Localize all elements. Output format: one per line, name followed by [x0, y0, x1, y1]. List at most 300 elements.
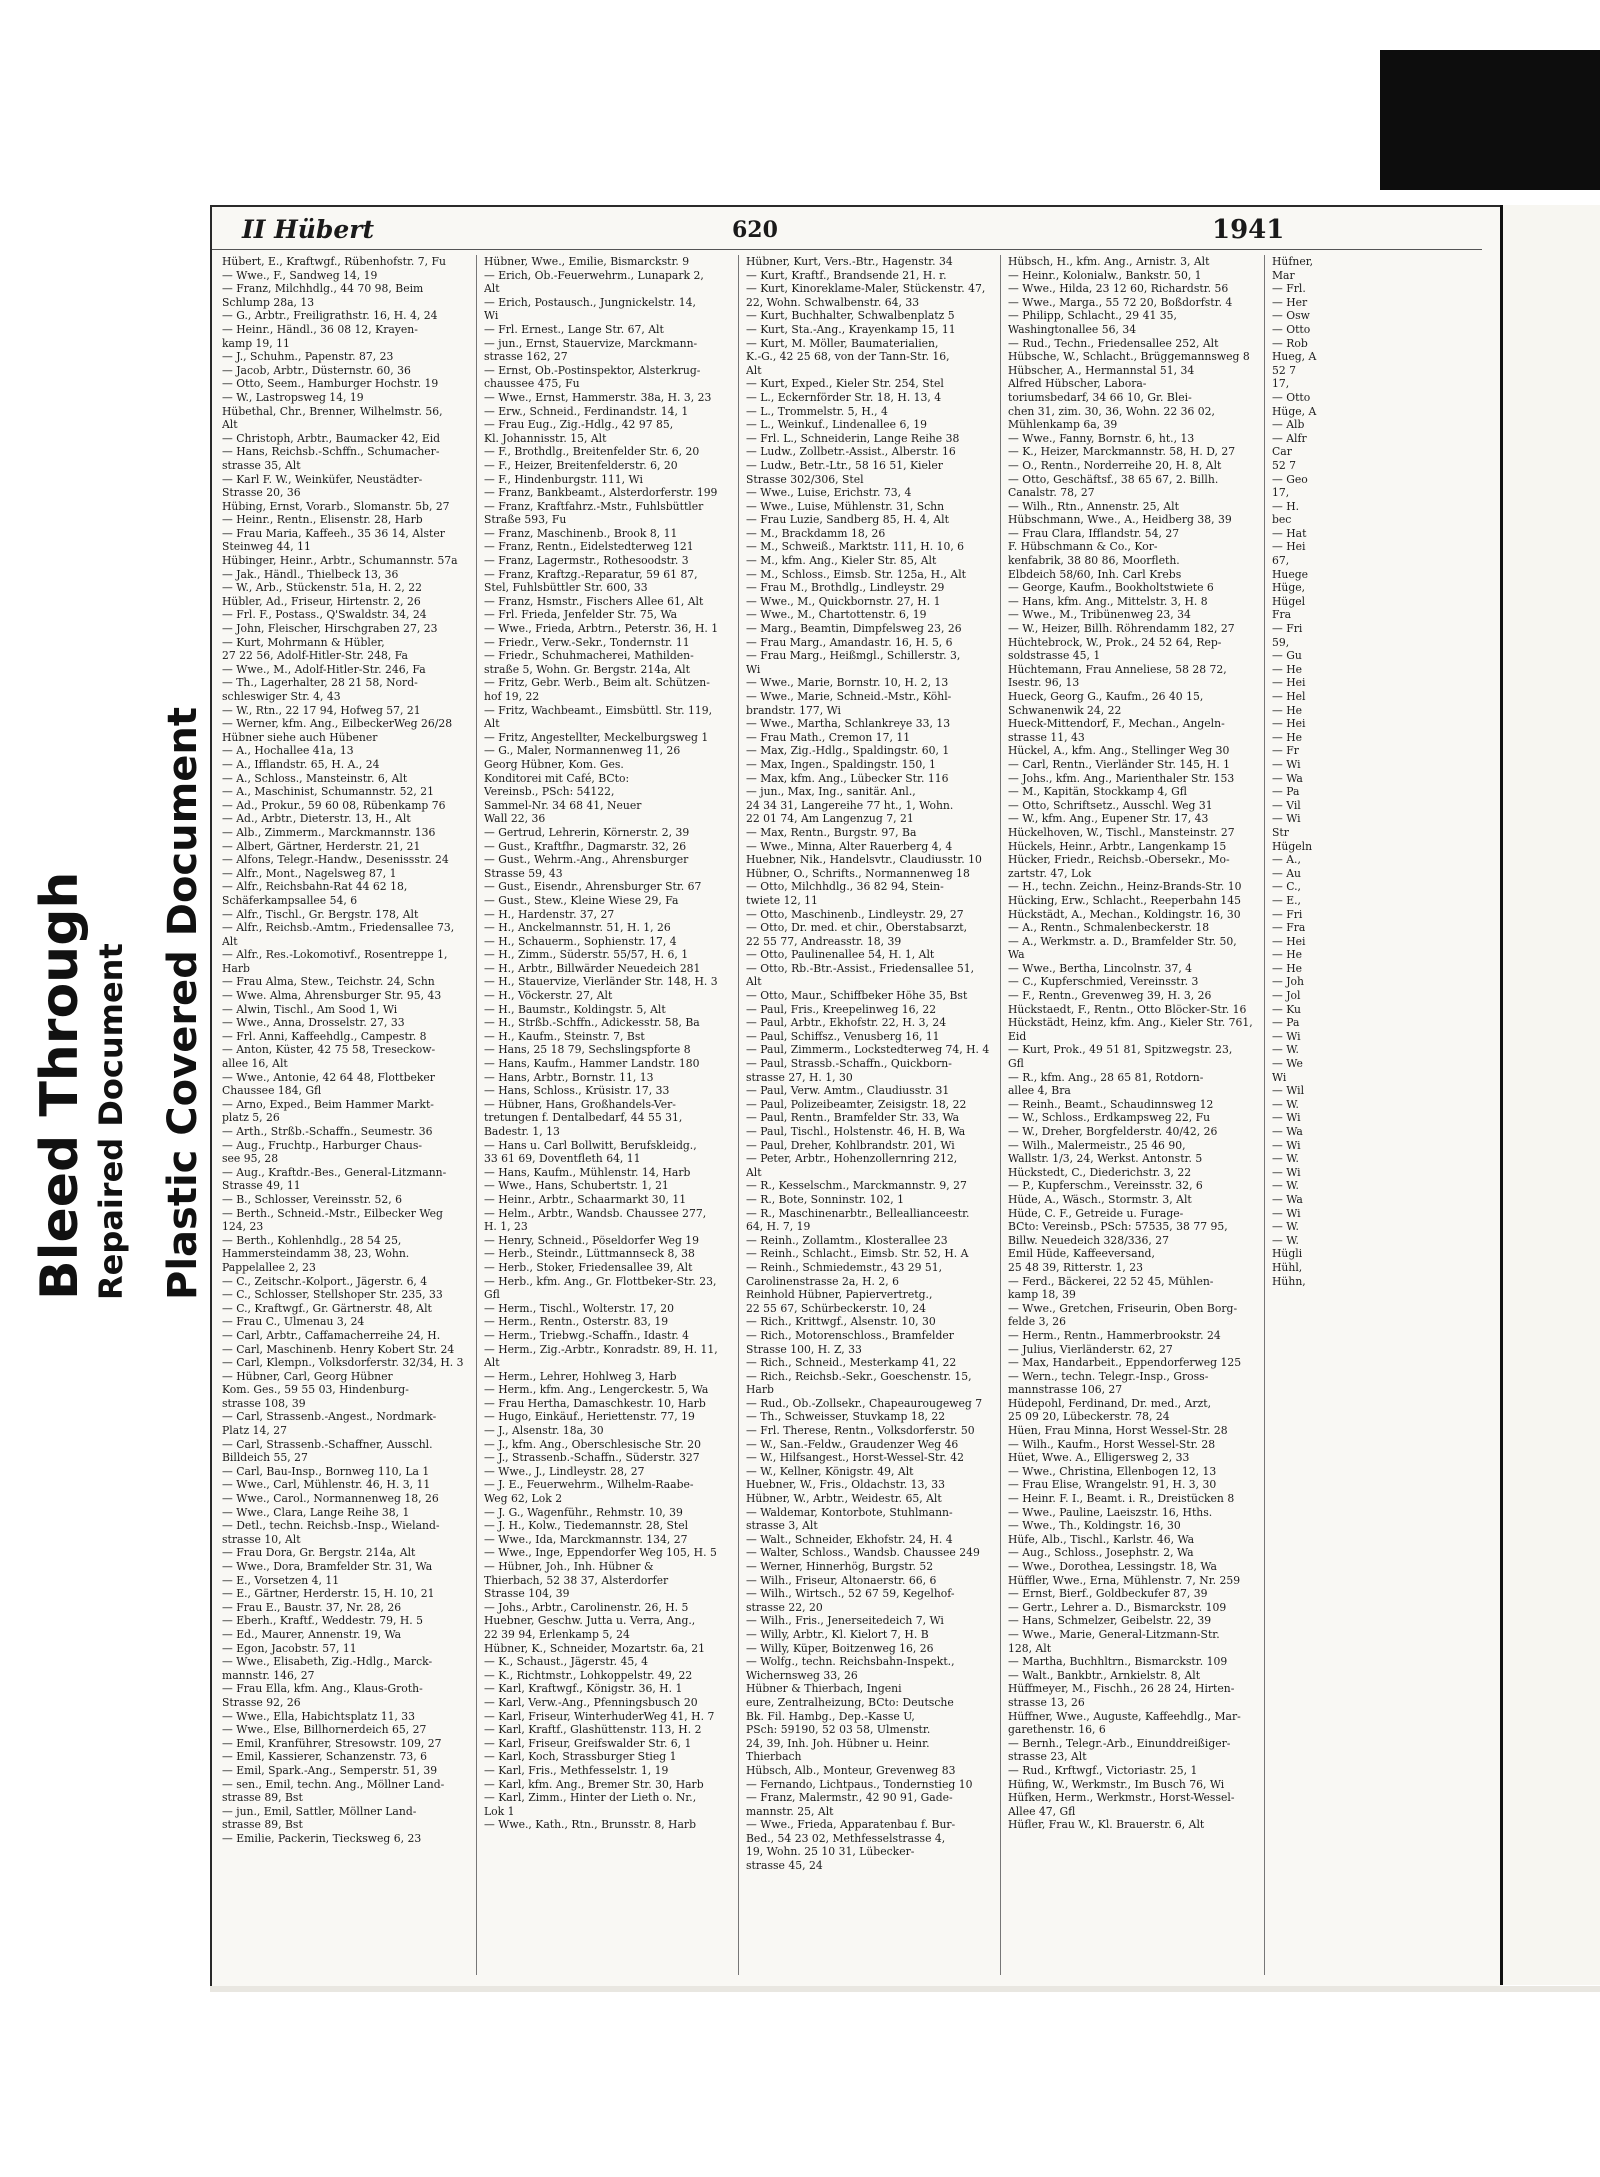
directory-entry-line: — Frau Alma, Stew., Teichstr. 24, Schn [222, 975, 435, 989]
directory-entry-line: — Wwe., Th., Koldingstr. 16, 30 [1008, 1519, 1181, 1533]
directory-entry-line: — Alfons, Telegr.-Handw., Desenissstr. 24 [222, 853, 449, 867]
directory-entry-line: — Paul, Verw. Amtm., Claudiusstr. 31 [746, 1084, 950, 1098]
directory-entry-line: — Otto, Dr. med. et chir., Oberstabsarzt, [746, 921, 968, 935]
directory-entry-line: — Bernh., Telegr.-Arb., Einunddreißiger- [1008, 1736, 1231, 1750]
directory-entry-line: Weg 62, Lok 2 [484, 1492, 563, 1506]
directory-entry-line: — R., kfm. Ang., 28 65 81, Rotdorn- [1008, 1070, 1204, 1084]
directory-entry-line: — Erw., Schneid., Ferdinandstr. 14, 1 [484, 404, 689, 418]
directory-entry-line: — Karl F. W., Weinküfer, Neustädter- [222, 472, 423, 486]
directory-entry-line: Hübner, O., Schrifts., Normannenweg 18 [746, 866, 970, 880]
directory-entry-line: — Hans, Schloss., Krüsistr. 17, 33 [484, 1084, 670, 1098]
directory-entry-line: — Hans, Schmelzer, Geibelstr. 22, 39 [1008, 1614, 1212, 1628]
directory-entry-line: — Alb., Zimmerm., Marckmannstr. 136 [222, 825, 436, 839]
directory-entry-line: Hüffner, Wwe., Auguste, Kaffeehdlg., Mar- [1008, 1709, 1241, 1723]
directory-entry-line: — Frau Maria, Kaffeeh., 35 36 14, Alster [222, 526, 445, 540]
directory-entry-line: Hueck, Georg G., Kaufm., 26 40 15, [1008, 690, 1204, 703]
directory-entry-line: Huebner, W., Fris., Oldachstr. 13, 33 [746, 1478, 946, 1492]
directory-entry-line: — Frau M., Brothdlg., Lindleystr. 29 [746, 581, 945, 595]
directory-entry-line: — Karl, Zimm., Hinter der Lieth o. Nr., [484, 1791, 697, 1805]
directory-entry-line: — P., Kupferschm., Vereinsstr. 32, 6 [1008, 1179, 1203, 1193]
directory-entry-line: — H., Anckelmannstr. 51, H. 1, 26 [484, 921, 671, 935]
directory-entry-line: — Fritz, Gebr. Werb., Beim alt. Schützen- [484, 676, 710, 690]
directory-entry-line: Bed., 54 23 02, Methfesselstrasse 4, [746, 1831, 946, 1845]
directory-entry-line: — Wi [1272, 757, 1301, 771]
directory-entry-line: — Herm., kfm. Ang., Lengerckestr. 5, Wa [484, 1383, 709, 1397]
directory-entry-line: — Wwe., M., Tribünenweg 23, 34 [1008, 608, 1191, 622]
directory-entry-line: — Otto, Milchhdlg., 36 82 94, Stein- [746, 880, 944, 894]
directory-entry-line: — Kurt, Mohrmann & Hübler, [222, 635, 385, 649]
directory-entry-line: strasse 162, 27 [484, 350, 568, 364]
directory-entry-line: Hückel, A., kfm. Ang., Stellinger Weg 30 [1008, 744, 1230, 758]
directory-entry-line: — W., Schloss., Erdkampsweg 22, Fu [1008, 1111, 1211, 1125]
directory-entry-line: 17, [1272, 377, 1290, 391]
directory-entry-line: — Reinh., Schmiedemstr., 43 29 51, [746, 1260, 943, 1274]
directory-entry-line: — Wwe., J., Lindleystr. 28, 27 [484, 1464, 645, 1478]
directory-entry-line: — Frau Hertha, Damaschkestr. 10, Harb [484, 1396, 706, 1410]
directory-entry-line: — Marg., Beamtin, Dimpfelsweg 23, 26 [746, 622, 962, 636]
directory-entry-line: — Herb., Stoker, Friedensallee 39, Alt [484, 1260, 693, 1274]
columns [222, 255, 1492, 1975]
directory-entry-line: Hüge, A [1272, 404, 1317, 418]
directory-entry-line: mannstr. 146, 27 [222, 1668, 315, 1682]
column-1 [222, 255, 470, 1975]
directory-entry-line: strasse 23, Alt [1008, 1750, 1087, 1764]
directory-entry-line: — Heinr., Rentn., Elisenstr. 28, Harb [222, 513, 423, 527]
directory-entry-line: Alt [746, 1165, 762, 1179]
directory-entry-line: Strasse 302/306, Stel [746, 472, 864, 486]
directory-entry-line: — J. G., Wagenführ., Rehmstr. 10, 39 [484, 1505, 683, 1519]
directory-entry-line: tretungen f. Dentalbedarf, 44 55 31, [484, 1111, 683, 1125]
directory-entry-line: kenfabrik, 38 80 86, Moorfleth. [1008, 554, 1180, 568]
directory-entry-line: — Kurt, Sta.-Ang., Krayenkamp 15, 11 [746, 322, 956, 336]
directory-entry-line: allee 16, Alt [222, 1057, 288, 1071]
directory-entry-line: Hueck-Mittendorf, F., Mechan., Angeln- [1008, 717, 1225, 731]
directory-entry-line: — H., Baumstr., Koldingstr. 5, Alt [484, 1002, 666, 1016]
directory-entry-line: — Ernst, Bierf., Goldbeckufer 87, 39 [1008, 1587, 1208, 1601]
directory-entry-line: — Karl, kfm. Ang., Bremer Str. 30, Harb [484, 1777, 704, 1791]
directory-entry-line: — E., Gärtner, Herderstr. 15, H. 10, 21 [222, 1587, 435, 1601]
directory-entry-line: Canalstr. 78, 27 [1008, 486, 1095, 500]
directory-entry-line: Hüffler, Wwe., Erna, Mühlenstr. 7, Nr. 259 [1008, 1573, 1241, 1587]
directory-entry-line: — J., Strassenb.-Schaffn., Süderstr. 327 [484, 1451, 700, 1465]
directory-entry-line: — Otto, Maschinenb., Lindleystr. 29, 27 [746, 907, 964, 921]
directory-entry-line: — Paul, Polizeibeamter, Zeisigstr. 18, 22 [746, 1097, 967, 1111]
directory-entry-line: — Paul, Zimmerm., Lockstedterweg 74, H. 4 [746, 1043, 990, 1057]
directory-entry-line: — Rich., Reichsb.-Sekr., Goeschenstr. 15, [746, 1369, 972, 1383]
directory-entry-line: — Wwe., Bertha, Lincolnstr. 37, 4 [1008, 961, 1193, 975]
column-divider [1264, 255, 1265, 1975]
directory-entry-line: — Karl, Kraftwgf., Königstr. 36, H. 1 [484, 1682, 683, 1696]
directory-entry-line: — He [1272, 961, 1303, 975]
directory-entry-line: — jun., Max, Ing., sanitär. Anl., [746, 785, 916, 799]
directory-entry-line: — Detl., techn. Reichsb.-Insp., Wieland- [222, 1519, 440, 1533]
directory-entry-line: chaussee 475, Fu [484, 377, 580, 391]
directory-entry-line: — Otto, Geschäftsf., 38 65 67, 2. Billh. [1008, 472, 1219, 486]
scan-condition-labels [30, 300, 206, 1300]
directory-entry-line: — Kurt, M. Möller, Baumaterialien, [746, 336, 939, 350]
directory-entry-line: — Gu [1272, 649, 1302, 663]
directory-entry-line: — M., Kapitän, Stockkamp 4, Gfl [1008, 785, 1187, 799]
directory-entry-line: — Christoph, Arbtr., Baumacker 42, Eid [222, 431, 441, 445]
directory-entry-line: Hückels, Heinr., Arbtr., Langenkamp 15 [1008, 839, 1227, 853]
directory-entry-line: — Waldemar, Kontorbote, Stuhlmann- [746, 1505, 953, 1519]
directory-entry-line: — Hübner, Joh., Inh. Hübner & [484, 1560, 654, 1573]
column-2 [484, 255, 732, 1975]
directory-entry-line: 22, Wohn. Schwalbenstr. 64, 33 [746, 295, 920, 309]
directory-entry-line: 27 22 56, Adolf-Hitler-Str. 248, Fa [222, 649, 408, 663]
directory-entry-line: — Wwe., Marie, Bornstr. 10, H. 2, 13 [746, 676, 949, 690]
directory-entry-line: — L., Trommelstr. 5, H., 4 [746, 404, 888, 418]
directory-entry-line: — He [1272, 662, 1303, 676]
directory-entry-line: Lok 1 [484, 1804, 515, 1818]
directory-entry-line: — R., Maschinenarbtr., Belleallianceestr. [746, 1206, 970, 1220]
directory-entry-line: felde 3, 26 [1008, 1315, 1067, 1329]
directory-entry-line: — Paul, Rentn., Bramfelder Str. 33, Wa [746, 1111, 960, 1125]
directory-entry-line: see 95, 28 [222, 1152, 279, 1166]
directory-entry-line: Wichernsweg 33, 26 [746, 1668, 858, 1682]
directory-entry-line: — Ferd., Bäckerei, 22 52 45, Mühlen- [1008, 1274, 1214, 1288]
directory-entry-line: — Wwe., Fanny, Bornstr. 6, ht., 13 [1008, 431, 1195, 445]
directory-entry-line: Georg Hübner, Kom. Ges. [484, 757, 624, 771]
directory-entry-line: — Anton, Küster, 42 75 58, Treseckow- [222, 1043, 436, 1057]
directory-entry-line: Eid [1008, 1029, 1027, 1043]
directory-entry-line: — Paul, Fris., Kreepelinweg 16, 22 [746, 1002, 937, 1016]
directory-entry-line: Huebner, Nik., Handelsvtr., Claudiusstr. 10 [746, 853, 982, 867]
directory-entry-line: Hüfken, Herm., Werkmstr., Horst-Wessel- [1008, 1791, 1235, 1805]
directory-entry-line: — M., kfm. Ang., Kieler Str. 85, Alt [746, 554, 937, 568]
directory-entry-line: — Paul, Arbtr., Ekhofstr. 22, H. 3, 24 [746, 1016, 947, 1030]
directory-entry-line: — Osw [1272, 309, 1310, 323]
directory-entry-line: — W. [1272, 1152, 1299, 1166]
directory-entry-line: — Carl, Rentn., Vierländer Str. 145, H. 1 [1008, 757, 1231, 771]
directory-entry-line: — E., [1272, 893, 1301, 907]
directory-entry-line: — W. [1272, 1220, 1299, 1234]
directory-entry-line: — Th., Schweisser, Stuvkamp 18, 22 [746, 1410, 946, 1424]
directory-entry-line: Hübert, E., Kraftwgf., Rübenhofstr. 7, Fu [222, 255, 446, 268]
directory-entry-line: — Hübner, Carl, Georg Hübner [222, 1369, 393, 1383]
directory-entry-line: — Joh [1272, 975, 1305, 989]
directory-entry-line: — H., Kaufm., Steinstr. 7, Bst [484, 1029, 645, 1043]
page-year: 1941 [1212, 215, 1285, 245]
directory-entry-line: — A., Schloss., Mansteinstr. 6, Alt [222, 771, 408, 785]
directory-entry-line: Gfl [1008, 1057, 1024, 1071]
directory-entry-line: — Hans, Reichsb.-Schffn., Schumacher- [222, 445, 440, 459]
directory-entry-line: — Wwe., Carl, Mühlenstr. 46, H. 3, 11 [222, 1478, 431, 1492]
directory-entry-line: — Ku [1272, 1002, 1302, 1016]
directory-entry-line: — Heinr., Händl., 36 08 12, Krayen- [222, 322, 418, 336]
directory-entry-line: — jun., Emil, Sattler, Möllner Land- [222, 1804, 417, 1818]
directory-entry-line: Hüen, Frau Minna, Horst Wessel-Str. 28 [1008, 1424, 1228, 1438]
directory-entry-line: — Hat [1272, 526, 1307, 540]
directory-entry-line: — Carl, Arbtr., Caffamacherreihe 24, H. [222, 1328, 441, 1342]
directory-entry-line: — Max, Handarbeit., Eppendorferweg 125 [1008, 1356, 1242, 1370]
directory-entry-line: — Paul, Tischl., Holstenstr. 46, H. B, Wa [746, 1125, 966, 1138]
directory-entry-line: — Vil [1272, 798, 1301, 812]
directory-entry-line: strasse 45, 24 [746, 1859, 823, 1873]
directory-entry-line: — Heinr., Arbtr., Schaarmarkt 30, 11 [484, 1192, 687, 1206]
directory-entry-line: Elbdeich 58/60, Inh. Carl Krebs [1008, 567, 1182, 581]
directory-entry-line: — Frl. Ernest., Lange Str. 67, Alt [484, 322, 664, 336]
directory-entry-line: Sammel-Nr. 34 68 41, Neuer [484, 798, 642, 812]
directory-entry-line: Straße 593, Fu [484, 513, 567, 527]
directory-entry-line: — Wwe., Carol., Normannenweg 18, 26 [222, 1492, 439, 1506]
directory-entry-line: — Frl. Therese, Rentn., Volksdorferstr. 50 [746, 1424, 975, 1438]
directory-entry-line: zartstr. 47, Lok [1008, 866, 1092, 880]
directory-entry-line: — K., Schaust., Jägerstr. 45, 4 [484, 1655, 648, 1669]
directory-entry-line: 17, [1272, 486, 1290, 500]
directory-entry-line: — Gertrud, Lehrerin, Körnerstr. 2, 39 [484, 825, 690, 839]
directory-entry-line: — H. [1272, 499, 1300, 513]
directory-entry-line: — Friedr., Verw.-Sekr., Tondernstr. 11 [484, 635, 690, 649]
directory-entry-line: — Max, kfm. Ang., Lübecker Str. 116 [746, 771, 949, 785]
directory-entry-line: — J. E., Feuerwehrm., Wilhelm-Raabe- [484, 1478, 694, 1492]
directory-entry-line: — Carl, Klempn., Volksdorferstr. 32/34, H. 3 [222, 1356, 464, 1370]
directory-entry-line: — Hans u. Carl Bollwitt, Berufskleidg., [484, 1138, 697, 1152]
directory-entry-line: — Karl, Fris., Methfesselstr. 1, 19 [484, 1763, 669, 1777]
directory-entry-line: — Fritz, Angestellter, Meckelburgsweg 1 [484, 730, 709, 744]
directory-entry-line: — Wilh., Fris., Jenerseitedeich 7, Wi [746, 1614, 944, 1628]
directory-entry-line: Mühlenkamp 6a, 39 [1008, 418, 1118, 432]
directory-entry-line: — K., Richtmstr., Lohkoppelstr. 49, 22 [484, 1668, 693, 1682]
directory-entry-line: — Wwe., Martha, Schlankreye 33, 13 [746, 717, 951, 731]
directory-entry-line: Alt [484, 282, 500, 296]
directory-entry-line: K.-G., 42 25 68, von der Tann-Str. 16, [746, 350, 950, 364]
directory-entry-line: — B., Schlosser, Vereinsstr. 52, 6 [222, 1192, 403, 1206]
directory-entry-line: Wa [1008, 948, 1025, 962]
directory-entry-line: — Arth., Strßb.-Schaffn., Seumestr. 36 [222, 1125, 433, 1138]
directory-entry-line: Huebner, Geschw. Jutta u. Verra, Ang., [484, 1614, 696, 1628]
directory-entry-line: — Henry, Schneid., Pöseldorfer Weg 19 [484, 1233, 700, 1247]
directory-entry-line: — A., Ifflandstr. 65, H. A., 24 [222, 757, 380, 771]
directory-entry-line: — Johs., kfm. Ang., Marienthaler Str. 153 [1008, 771, 1235, 785]
directory-entry-line: — Wwe., Minna, Alter Rauerberg 4, 4 [746, 839, 953, 853]
directory-entry-line: — Gust., Wehrm.-Ang., Ahrensburger [484, 853, 689, 867]
directory-entry-line: — Aug., Schloss., Josephstr. 2, Wa [1008, 1546, 1194, 1560]
directory-entry-line: — Franz, Lagermstr., Rothesoodstr. 3 [484, 554, 689, 568]
directory-entry-line: — Hans, 25 18 79, Sechslingspforte 8 [484, 1043, 691, 1057]
directory-entry-line: Steinweg 44, 11 [222, 540, 311, 554]
directory-entry-line: Hügli [1272, 1247, 1303, 1261]
directory-entry-line: Billdeich 55, 27 [222, 1451, 308, 1465]
directory-entry-line: — Alwin, Tischl., Am Sood 1, Wi [222, 1002, 398, 1016]
directory-entry-line: — Fernando, Lichtpaus., Tondernstieg 10 [746, 1777, 973, 1791]
directory-entry-line: — Hei [1272, 717, 1306, 731]
directory-entry-line: toriumsbedarf, 34 66 10, Gr. Blei- [1008, 390, 1192, 404]
directory-entry-line: — W., Heizer, Billh. Röhrendamm 182, 27 [1008, 622, 1235, 636]
directory-entry-line: — Hugo, Einkäuf., Heriettenstr. 77, 19 [484, 1410, 695, 1424]
directory-entry-line: mannstrasse 106, 27 [1008, 1383, 1123, 1397]
page-header [212, 207, 1482, 247]
directory-entry-line: — Frau Eug., Zig.-Hdlg., 42 97 85, [484, 418, 674, 432]
directory-entry-line: soldstrasse 45, 1 [1008, 649, 1101, 663]
directory-entry-line: Kl. Johannisstr. 15, Alt [484, 431, 607, 445]
directory-entry-line: — Frau Marg., Heißmgl., Schillerstr. 3, [746, 649, 961, 663]
directory-entry-line: — Berth., Schneid.-Mstr., Eilbecker Weg [222, 1206, 443, 1220]
directory-entry-line: — Wwe., Christina, Ellenbogen 12, 13 [1008, 1464, 1217, 1478]
directory-entry-line: Hüchtemann, Frau Anneliese, 58 28 72, [1008, 662, 1227, 676]
directory-entry-line: — L., Eckernförder Str. 18, H. 13, 4 [746, 390, 942, 404]
directory-entry-line: — Hans, kfm. Ang., Mittelstr. 3, H. 8 [1008, 594, 1208, 608]
directory-entry-line: Hammersteindamm 38, 23, Wohn. [222, 1247, 410, 1261]
directory-entry-line: — Erich, Ob.-Feuerwehrm., Lunapark 2, [484, 268, 704, 282]
directory-entry-line: — W., Lastropsweg 14, 19 [222, 390, 364, 404]
directory-entry-line: — Au [1272, 866, 1301, 880]
directory-entry-line: 19, Wohn. 25 10 31, Lübecker- [746, 1845, 915, 1859]
directory-entry-line: — Wwe., Elisabeth, Zig.-Hdlg., Marck- [222, 1655, 433, 1669]
directory-entry-line: — Werner, kfm. Ang., EilbeckerWeg 26/28 [222, 717, 453, 731]
directory-entry-line: — Wwe., Else, Billhornerdeich 65, 27 [222, 1723, 427, 1737]
directory-entry-line: schleswiger Str. 4, 43 [222, 690, 341, 703]
directory-entry-line: — Otto, Seem., Hamburger Hochstr. 19 [222, 377, 439, 391]
directory-entry-line: strasse 13, 26 [1008, 1695, 1085, 1709]
directory-entry-line: — Werner, Hinnerhög, Burgstr. 52 [746, 1560, 934, 1573]
directory-entry-line: — W., Rtn., 22 17 94, Hofweg 57, 21 [222, 703, 421, 717]
directory-entry-line: — Geo [1272, 472, 1308, 486]
directory-entry-line: Hübscher, A., Hermannstal 51, 34 [1008, 363, 1195, 377]
directory-entry-line: — Rich., Krittwgf., Alsenstr. 10, 30 [746, 1315, 936, 1329]
directory-entry-line: — Fri [1272, 622, 1303, 636]
directory-entry-line: 22 01 74, Am Langenzug 7, 21 [746, 812, 914, 826]
directory-entry-line: Konditorei mit Café, BCto: [484, 771, 630, 785]
directory-entry-line: F. Hübschmann & Co., Kor- [1008, 540, 1158, 554]
directory-entry-line: — Paul, Dreher, Kohlbrandstr. 201, Wi [746, 1138, 955, 1152]
directory-entry-line: Hüfe, Alb., Tischl., Karlstr. 46, Wa [1008, 1532, 1195, 1546]
column-5-cropped [1272, 255, 1492, 1975]
directory-entry-line: — He [1272, 730, 1303, 744]
directory-entry-line: — R., Kesselschm., Marckmannstr. 9, 27 [746, 1179, 967, 1193]
directory-entry-line: — F., Heizer, Breitenfelderstr. 6, 20 [484, 458, 678, 472]
directory-entry-line: strasse 10, Alt [222, 1532, 301, 1546]
directory-entry-line: Hübschmann, Wwe., A., Heidberg 38, 39 [1008, 513, 1232, 527]
directory-entry-line: — Frau Math., Cremon 17, 11 [746, 730, 911, 744]
directory-entry-line: — W. [1272, 1043, 1299, 1057]
directory-entry-line: — Hans, Kaufm., Mühlenstr. 14, Harb [484, 1165, 691, 1179]
directory-entry-line: — Herm., Zig.-Arbtr., Konradstr. 89, H. 11, [484, 1342, 718, 1356]
directory-entry-line: — A., [1272, 853, 1301, 867]
directory-entry-line: — Erich, Postausch., Jungnickelstr. 14, [484, 295, 696, 309]
directory-entry-line: — Wwe., Luise, Erichstr. 73, 4 [746, 486, 912, 500]
directory-entry-line: eure, Zentralheizung, BCto: Deutsche [746, 1695, 954, 1709]
directory-entry-line: Fra [1272, 608, 1292, 622]
directory-entry-line: — Karl, Verw.-Ang., Pfenningsbusch 20 [484, 1695, 698, 1709]
directory-entry-line: — He [1272, 948, 1303, 962]
directory-entry-line: Vereinsb., PSch: 54122, [484, 785, 615, 799]
directory-entry-line: Hübler, Ad., Friseur, Hirtenstr. 2, 26 [222, 594, 421, 608]
directory-entry-line: Hückstaedt, F., Rentn., Otto Blöcker-Str. 16 [1008, 1002, 1247, 1016]
directory-entry-line: — G., Maler, Normannenweg 11, 26 [484, 744, 681, 758]
directory-entry-line: — Jacob, Arbtr., Düsternstr. 60, 36 [222, 363, 411, 377]
directory-entry-line: — Wwe., Pauline, Laeiszstr. 16, Hths. [1008, 1505, 1213, 1519]
directory-entry-line: — A., Werkmstr. a. D., Bramfelder Str. 50, [1008, 934, 1237, 948]
directory-entry-line: Hücker, Friedr., Reichsb.-Obersekr., Mo- [1008, 853, 1230, 867]
directory-entry-line: — C., Schlosser, Stellshoper Str. 235, 33 [222, 1288, 443, 1302]
directory-entry-line: — M., Schweiß., Marktstr. 111, H. 10, 6 [746, 540, 965, 554]
directory-entry-line: — Gust., Kraftfhr., Dagmarstr. 32, 26 [484, 839, 687, 853]
directory-entry-line: Strasse 92, 26 [222, 1695, 301, 1709]
directory-entry-line: Harb [222, 961, 250, 975]
directory-entry-line: Strasse 100, H. Z, 33 [746, 1342, 862, 1356]
directory-entry-line: — Wa [1272, 1125, 1303, 1138]
directory-entry-line: — Karl, Friseur, Greifswalder Str. 6, 1 [484, 1736, 692, 1750]
directory-entry-line: strasse 22, 20 [746, 1600, 823, 1614]
directory-entry-line: — Max, Ingen., Spaldingstr. 150, 1 [746, 757, 936, 771]
directory-entry-line: — Rud., Krftwgf., Victoriastr. 25, 1 [1008, 1763, 1198, 1777]
directory-entry-line: — Wwe., Hilda, 23 12 60, Richardstr. 56 [1008, 282, 1229, 296]
directory-entry-line: — Herm., Tischl., Wolterstr. 17, 20 [484, 1301, 674, 1315]
directory-entry-line: — Wilh., Wirtsch., 52 67 59, Kegelhof- [746, 1587, 955, 1601]
directory-entry-line: — Ludw., Zollbetr.-Assist., Alberstr. 16 [746, 445, 956, 459]
directory-entry-line: — Franz, Kraftzg.-Reparatur, 59 61 87, [484, 567, 698, 581]
directory-entry-line: Schlump 28a, 13 [222, 295, 315, 309]
directory-entry-line: — H., Vöckerstr. 27, Alt [484, 989, 613, 1003]
directory-entry-line: — Hans, Kaufm., Hammer Landstr. 180 [484, 1057, 700, 1071]
directory-entry-line: — Kurt, Prok., 49 51 81, Spitzwegstr. 23, [1008, 1043, 1233, 1057]
directory-entry-line: — Franz, Malermstr., 42 90 91, Gade- [746, 1791, 953, 1805]
directory-entry-line: — H., Strßb.-Schffn., Adickesstr. 58, Ba [484, 1016, 700, 1030]
directory-entry-line: Hüfing, W., Werkmstr., Im Busch 76, Wi [1008, 1777, 1225, 1791]
directory-entry-line: — Alfr., Reichsb.-Amtm., Friedensallee 73, [222, 921, 455, 935]
directory-entry-line: — Alfr., Mont., Nagelsweg 87, 1 [222, 866, 397, 880]
directory-entry-line: — Herb., Steindr., Lüttmannseck 8, 38 [484, 1247, 695, 1261]
directory-entry-line: — Wern., techn. Telegr.-Insp., Gross- [1008, 1369, 1209, 1383]
directory-entry-line: — Otto, Maur., Schiffbeker Höhe 35, Bst [746, 989, 968, 1003]
directory-entry-line: — Rud., Techn., Friedensallee 252, Alt [1008, 336, 1219, 350]
directory-entry-line: Platz 14, 27 [222, 1424, 287, 1438]
directory-entry-line: — Wi [1272, 1029, 1301, 1043]
directory-entry-line: — George, Kaufm., Bookholtstwiete 6 [1008, 581, 1214, 595]
directory-entry-line: — Wi [1272, 1165, 1301, 1179]
directory-entry-line: — W. [1272, 1097, 1299, 1111]
directory-entry-line: — Aug., Kraftdr.-Bes., General-Litzmann- [222, 1165, 447, 1179]
directory-entry-line: — Franz, Rentn., Eidelstedterweg 121 [484, 540, 694, 554]
directory-entry-line: — Her [1272, 295, 1308, 309]
directory-entry-line: — Hübner, Hans, Großhandels-Ver- [484, 1097, 676, 1111]
directory-entry-line: — Alfr., Reichsbahn-Rat 44 62 18, [222, 880, 408, 894]
directory-entry-line: — Wwe., Dora, Bramfelder Str. 31, Wa [222, 1560, 433, 1573]
directory-entry-line: Str [1272, 825, 1289, 839]
directory-entry-line: Alt [746, 975, 762, 989]
directory-entry-line: Alt [484, 717, 500, 731]
directory-entry-line: — M., Schloss., Eimsb. Str. 125a, H., Alt [746, 567, 966, 581]
directory-entry-line: — Wilh., Kaufm., Horst Wessel-Str. 28 [1008, 1437, 1216, 1451]
directory-entry-line: — Frau Elise, Wrangelstr. 91, H. 3, 30 [1008, 1478, 1217, 1492]
directory-entry-line: — Emil, Kassierer, Schanzenstr. 73, 6 [222, 1750, 427, 1764]
directory-entry-line: — J., Alsenstr. 18a, 30 [484, 1424, 604, 1438]
directory-entry-line: brandstr. 177, Wi [746, 703, 841, 717]
directory-entry-line: Alt [484, 1356, 500, 1370]
directory-entry-line: kamp 18, 39 [1008, 1288, 1076, 1302]
directory-entry-line: — Frau Ella, kfm. Ang., Klaus-Groth- [222, 1682, 423, 1696]
directory-entry-line: Badestr. 1, 13 [484, 1125, 560, 1138]
scan-corner-shadow [1380, 50, 1600, 190]
page-number: 620 [732, 217, 778, 243]
directory-entry-line: — Frau C., Ulmenau 3, 24 [222, 1315, 365, 1329]
directory-entry-line: Alt [222, 418, 238, 432]
column-3 [746, 255, 994, 1975]
directory-entry-line: — Wwe., Ella, Habichtsplatz 11, 33 [222, 1709, 416, 1723]
directory-entry-line: Hügel [1272, 594, 1306, 608]
directory-entry-line: — Alb [1272, 418, 1305, 432]
directory-entry-line: — C., Kupferschmied, Vereinsstr. 3 [1008, 975, 1199, 989]
directory-entry-line: strasse 35, Alt [222, 458, 301, 472]
directory-entry-line: — H., Hardenstr. 37, 27 [484, 907, 615, 921]
directory-entry-line: Hübing, Ernst, Vorarb., Slomanstr. 5b, 27 [222, 499, 450, 513]
directory-entry-line: kamp 19, 11 [222, 336, 290, 350]
directory-entry-line: — J., kfm. Ang., Oberschlesische Str. 20 [484, 1437, 701, 1451]
directory-entry-line: 24 34 31, Langereihe 77 ht., 1, Wohn. [746, 798, 954, 812]
directory-entry-line: Hübner, K., Schneider, Mozartstr. 6a, 21 [484, 1641, 705, 1655]
directory-entry-line: — Rich., Schneid., Mesterkamp 41, 22 [746, 1356, 957, 1370]
